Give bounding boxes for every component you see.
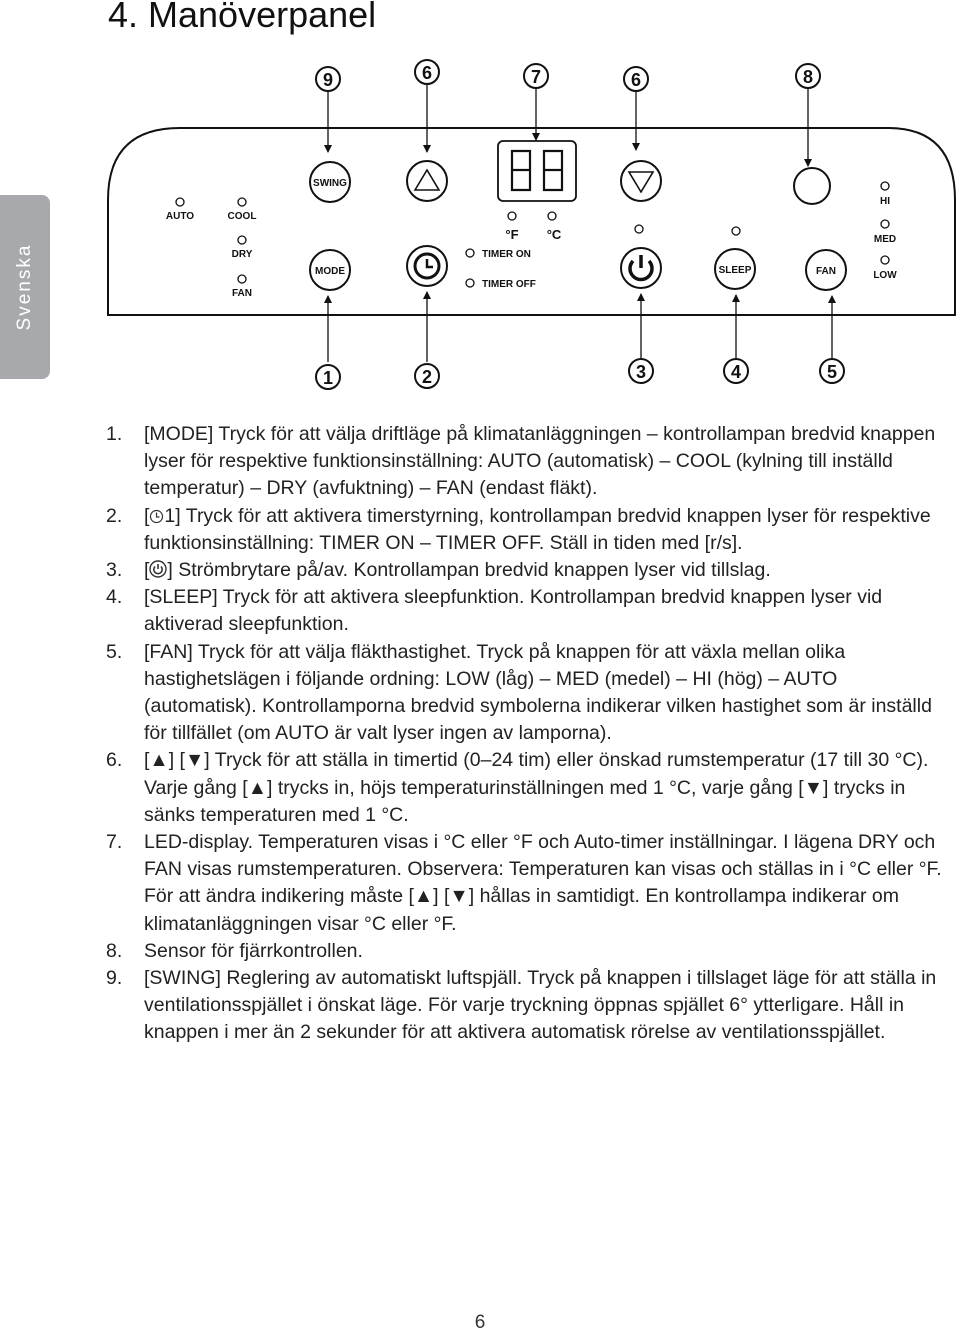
power-icon bbox=[149, 560, 167, 578]
page-number: 6 bbox=[474, 1312, 486, 1333]
callout-1 bbox=[316, 365, 340, 389]
svg-text:FAN: FAN bbox=[816, 266, 836, 277]
led-display bbox=[498, 141, 576, 201]
list-item: 1. [MODE] Tryck för att välja driftläge på klimatanläggningen – kontrollampan bredvid knappen lyser för respektive funktionsinställning: AUTO (automatisk) – COOL (kylning till inställd temperatur) – DRY (avfuktning) – FAN (endast fläkt). bbox=[106, 423, 936, 500]
svg-text:6: 6 bbox=[630, 70, 642, 90]
power-button bbox=[621, 248, 661, 288]
callout-4 bbox=[724, 359, 748, 383]
svg-text:8: 8 bbox=[802, 67, 814, 87]
timer-button bbox=[407, 246, 447, 286]
indicator-timer-on-label: TIMER ON bbox=[482, 249, 531, 260]
svg-text:9: 9 bbox=[322, 70, 334, 90]
svg-text:3: 3 bbox=[635, 362, 647, 382]
indicator-dry-label: DRY bbox=[231, 249, 253, 260]
svg-text:7: 7 bbox=[530, 67, 542, 87]
page-title: 4. Manöverpanel bbox=[108, 0, 377, 35]
control-panel-figure bbox=[100, 55, 960, 395]
callout-3 bbox=[629, 359, 653, 383]
language-tab bbox=[0, 195, 50, 379]
list-item: 4. [SLEEP] Tryck för att aktivera sleepfunktion. Kontrollampan bredvid knappen lyser vid aktiverad sleepfunktion. bbox=[106, 586, 883, 636]
indicator-cool-label: COOL bbox=[227, 211, 257, 222]
down-arrow-button bbox=[621, 161, 661, 201]
svg-text:5: 5 bbox=[826, 362, 838, 382]
list-item: 6. [▲] [▼] Tryck för att ställa in timertid (0–24 tim) eller önskad rumstemperatur (17 till 30 °C). Varje gång [▲] trycks in, höjs temperaturinställningen med 1 °C, varje gång [▼] trycks in sänks temperaturen med 1 °C. bbox=[106, 749, 929, 826]
remote-sensor bbox=[794, 168, 830, 204]
svg-text:6: 6 bbox=[421, 63, 433, 83]
callout-5 bbox=[820, 359, 844, 383]
indicator-c-label: °C bbox=[546, 227, 562, 242]
instruction-list bbox=[106, 421, 946, 1047]
timer-icon bbox=[149, 509, 164, 524]
language-tab-label: Svenska bbox=[14, 243, 35, 331]
svg-text:2: 2 bbox=[421, 367, 433, 387]
callout-8 bbox=[796, 64, 820, 88]
svg-text:4: 4 bbox=[730, 362, 742, 382]
list-item: 9. [SWING] Reglering av automatiskt luftspjäll. Tryck på knappen i tillslaget läge för att ställa in ventilationsspjället i önskat läge. För varje tryckning öppnas spjället 6° ytterligare. Håll in knappen i mer än 2 sekunder för att aktivera automatisk rörelse av ventilationsspjället. bbox=[106, 967, 937, 1044]
mode-button bbox=[310, 250, 350, 290]
up-arrow-button bbox=[407, 161, 447, 201]
list-item: 3. [ ] Strömbrytare på/av. Kontrollampan bredvid knappen lyser vid tillslag. bbox=[106, 559, 771, 582]
list-item: 7. LED-display. Temperaturen visas i °C eller °F och Auto-timer inställningar. I lägena DRY och FAN visas rumstemperaturen. Observera: Temperaturen kan visas och ställas in i °C eller °F. För att ändra indikering måste [▲] [▼] hållas in samtidigt. En kontrollampa indikerar om klimatanläggningen visar °C eller °F. bbox=[106, 831, 942, 935]
sleep-button bbox=[715, 249, 755, 289]
callout-7 bbox=[524, 64, 548, 88]
indicator-timer-off-label: TIMER OFF bbox=[482, 279, 536, 290]
svg-text:MODE: MODE bbox=[315, 266, 345, 277]
indicator-hi-label: HI bbox=[880, 196, 890, 207]
callout-9 bbox=[316, 67, 340, 91]
callout-2 bbox=[415, 364, 439, 388]
indicator-low-label: LOW bbox=[873, 270, 897, 281]
list-item: 8. Sensor för fjärrkontrollen. bbox=[106, 939, 363, 962]
indicator-med-label: MED bbox=[873, 234, 897, 245]
fan-button bbox=[806, 250, 846, 290]
svg-text:SLEEP: SLEEP bbox=[718, 265, 752, 276]
indicator-auto-label: AUTO bbox=[165, 211, 195, 222]
svg-text:1: 1 bbox=[322, 368, 334, 388]
indicator-f-label: °F bbox=[505, 227, 519, 242]
list-item: 5. [FAN] Tryck för att välja fläkthastighet. Tryck på knappen för att växla mellan olika hastighetslägen i följande ordning: LOW (låg) – MED (medel) – HI (hög) – AUTO (automatisk). Kontrollamporna bredvid symbolerna indikerar vilken hastighet som är inställd för tillfället (om AUTO är valt lyser ingen av lamporna). bbox=[106, 640, 932, 745]
list-item: 2. [ 1] Tryck för att aktivera timerstyrning, kontrollampan bredvid knappen lyser för respektive funktionsinställning: TIMER ON – TIMER OFF. Ställ in tiden med [r/s]. bbox=[106, 504, 931, 554]
callout-6-down bbox=[624, 67, 648, 91]
indicator-fan-mode-label: FAN bbox=[232, 288, 252, 299]
svg-text:SWING: SWING bbox=[313, 178, 347, 189]
callout-6-up bbox=[415, 60, 439, 84]
swing-button bbox=[310, 162, 350, 202]
